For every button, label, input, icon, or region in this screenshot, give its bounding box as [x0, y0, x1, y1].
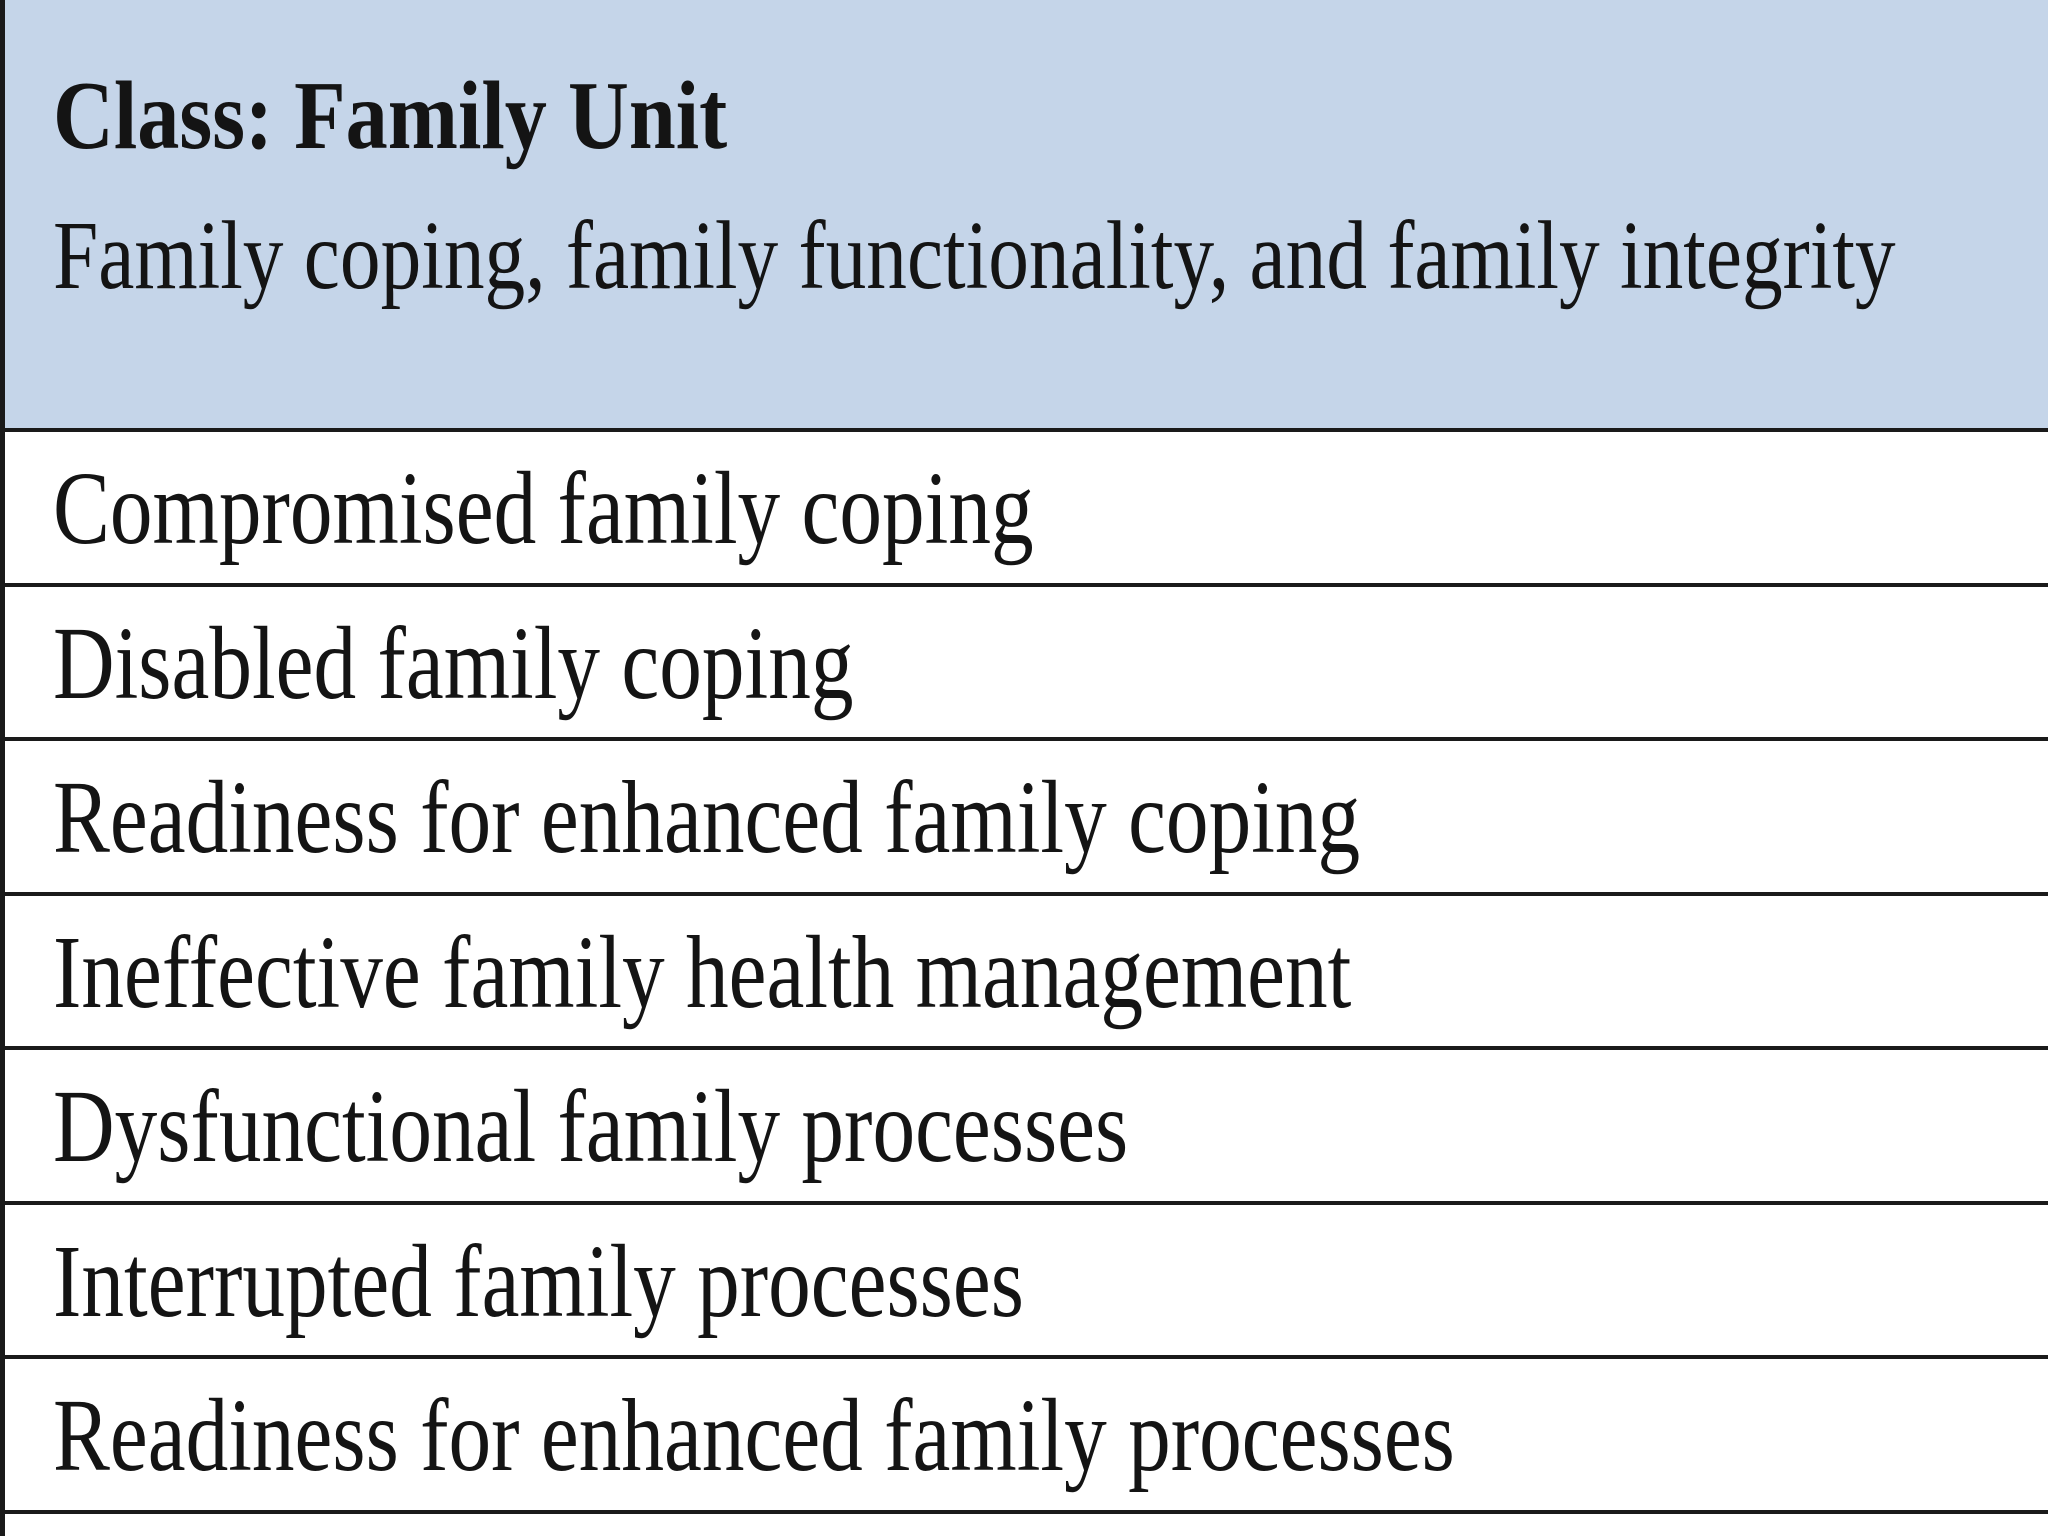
diagnosis-label: Dysfunctional family processes	[53, 1069, 1129, 1184]
diagnosis-label: Compromised family coping	[53, 451, 1034, 566]
diagnosis-label: Interrupted family processes	[53, 1223, 1024, 1339]
table-row	[5, 1205, 2048, 1360]
diagnosis-label: Ineffective family health management	[53, 914, 1352, 1030]
table-row	[5, 432, 2048, 587]
table-row	[5, 741, 2048, 896]
diagnosis-label: Readiness for enhanced family processes	[53, 1378, 1455, 1493]
table-row	[5, 896, 2048, 1051]
table-row	[5, 1359, 2048, 1514]
class-title: Class: Family Unit	[53, 62, 728, 170]
table-header	[5, 0, 2048, 432]
class-description: Family coping, family functionality, and family integrity	[53, 202, 1896, 310]
table-row	[5, 1050, 2048, 1205]
table-row	[5, 587, 2048, 742]
table-body	[5, 432, 2048, 1514]
diagnosis-label: Readiness for enhanced family coping	[53, 760, 1361, 875]
diagnosis-label: Disabled family coping	[53, 605, 854, 721]
